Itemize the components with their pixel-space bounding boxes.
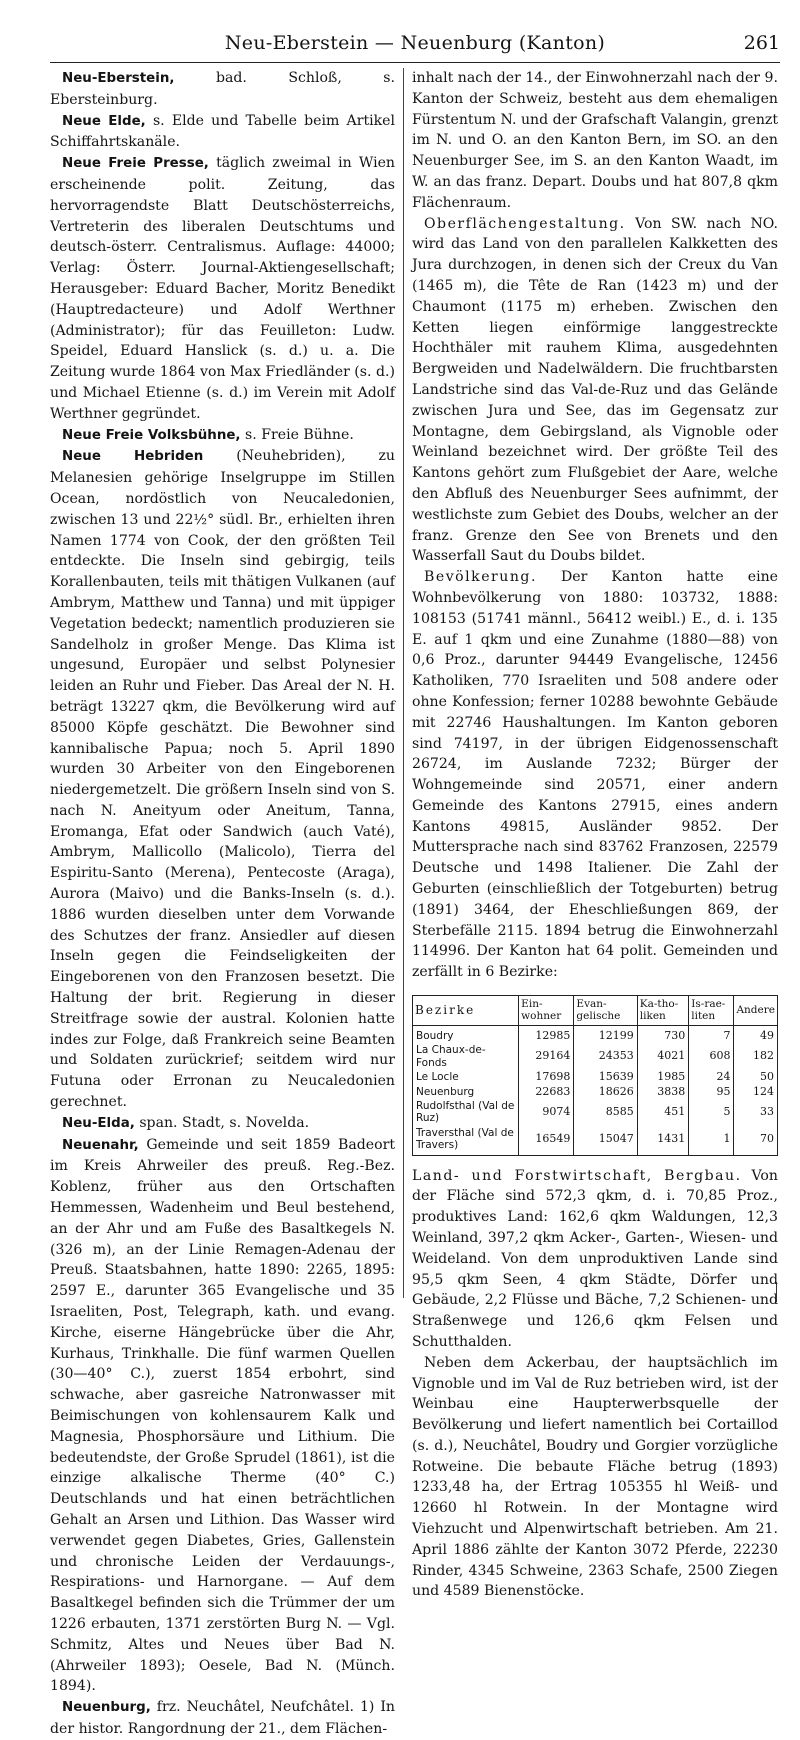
entry (50, 1135, 395, 1698)
table-cell: Traversthal (Val de Travers) (413, 1126, 519, 1155)
entry (50, 446, 395, 1113)
table-header-cell: Is-rae-liten (689, 996, 734, 1026)
table-row (413, 1085, 778, 1099)
running-title: Neu-Eberstein — Neuenburg (Kanton) (224, 32, 606, 54)
entry (50, 425, 395, 447)
table-body (413, 1025, 778, 1155)
entry-headword: Neue Freie Presse, (62, 156, 209, 172)
table-cell: 24353 (574, 1043, 637, 1070)
entry-text: täglich zweimal in Wien erscheinende polit. Zeitung, das hervorragendste Blatt Deutschösterreichs, Vertreterin des liberalen Deutschtums und deutsch-österr. Centralismus. Auflage: 44000; Verlag: Österr. Journal-Aktiengesellschaft; Herausgeber: Eduard Bacher, Moritz Benedikt (Hauptredacteure) und Adolf Werthner (Administrator); für das Feuilleton: Ludw. Speidel, Eduard Hanslick (s. d.) u. a. Die Zeitung wurde 1864 von Max Friedländer (s. d.) und Michael Etienne (s. d.) im Verein mit Adolf Werthner gegründet. (50, 155, 396, 422)
table-cell: 1431 (637, 1126, 689, 1155)
districts-table (412, 995, 778, 1155)
table-cell: 16549 (519, 1126, 574, 1155)
table-cell: 124 (734, 1085, 778, 1099)
table-cell: 9074 (519, 1099, 574, 1126)
table-cell: Boudry (413, 1025, 519, 1043)
table-header-cell: Ka-tho-liken (637, 996, 689, 1026)
right-column-continued (412, 1166, 778, 1603)
table-cell: 7 (689, 1025, 734, 1043)
section-heading: Bevölkerung. (424, 569, 537, 586)
page-number: 261 (743, 32, 780, 54)
running-header (50, 32, 780, 58)
table-header-cell: Bezirke (413, 996, 519, 1026)
entry (50, 68, 395, 111)
table-header-cell: Ein-wohner (519, 996, 574, 1026)
entry-text: s. Elde und Tabelle beim Artikel Schiffahrtskanäle. (50, 112, 396, 151)
table-cell: 12199 (574, 1025, 637, 1043)
table-cell: 15639 (574, 1070, 637, 1084)
paragraph (412, 68, 778, 214)
table-row (413, 1126, 778, 1155)
entry-headword: Neue Elde, (62, 113, 146, 129)
table-header-row (413, 996, 778, 1026)
table-cell: 15047 (574, 1126, 637, 1155)
entry-text: Der Kanton hatte eine Wohnbevölkerung von 1880: 103732, 1888: 108153 (51741 männl., 56412 weibl.) E., d. i. 135 E. auf 1 qkm und eine Zunahme (1880—88) von 0,6 Proz., darunter 94449 Evangelische, 12456 Katholiken, 770 Israeliten und 508 andere oder ohne Konfession; ferner 10288 bewohnte Gebäude mit 22746 Haushaltungen. Im Kanton geboren sind 74197, in der übrigen Eidgenossenschaft 26724, im Auslande 7232; Bürger der Wohngemeinde sind 20571, einer andern Gemeinde des Kantons 27915, eines andern Kantons 49815, Ausländer 9852. Der Muttersprache nach sind 83762 Franzosen, 22579 Deutsche und 1498 Italiener. Die Zahl der Geburten (einschließlich der Totgeburten) betrug (1891) 3464, der Eheschließungen 869, der Sterbefälle 2115. 1894 betrug die Einwohnerzahl 114996. Der Kanton hat 64 polit. Gemeinden und zerfällt in 6 Bezirke: (412, 569, 779, 981)
table-cell: 451 (637, 1099, 689, 1126)
entry-headword: Neue Freie Volksbühne, (62, 427, 241, 443)
entry-text: Neben dem Ackerbau, der hauptsächlich im Vignoble und im Val de Ruz betrieben wird, ist der Weinbau eine Haupterwerbsquelle der Bevölkerung und liefert namentlich bei Cortaillod (s. d.), Neuchâtel, Boudry und Gorgier vorzügliche Rotweine. Die bebaute Fläche betrug (1893) 1233,48 ha, der Ertrag 105355 hl Weiß- und 12660 hl Rotwein. In der Montagne wird Viehzucht und Alpenwirtschaft betrieben. Am 21. April 1886 zählte der Kanton 3072 Pferde, 22230 Rinder, 4345 Schweine, 2363 Schafe, 2500 Ziegen und 4589 Bienenstöcke. (412, 1354, 778, 1600)
entry-text: frz. Neuchâtel, Neufchâtel. 1) In der histor. Rangordnung der 21., dem Flächen- (50, 1699, 395, 1737)
entry-headword: Neuenahr, (62, 1137, 139, 1153)
table-cell: 22683 (519, 1085, 574, 1099)
entry-text: span. Stadt, s. Novelda. (139, 1114, 310, 1131)
left-column (50, 68, 395, 1740)
table-cell: 95 (689, 1085, 734, 1099)
entry-text: inhalt nach der 14., der Einwohnerzahl nach der 9. Kanton der Schweiz, besteht aus dem ehemaligen Fürstentum N. und der Grafschaft Valangin, grenzt im N. und O. an den Kanton Bern, im SO. an den Neuenburger See, im S. an den Kanton Waadt, im W. an das franz. Depart. Doubs und hat 807,8 qkm Flächenraum. (412, 70, 778, 211)
table-cell: 12985 (519, 1025, 574, 1043)
table-cell: 608 (689, 1043, 734, 1070)
paragraph (412, 567, 778, 983)
entry-headword: Neuenburg, (62, 1700, 151, 1716)
table-cell: 50 (734, 1070, 778, 1084)
table-cell: 1985 (637, 1070, 689, 1084)
table-header-cell: Andere (734, 996, 778, 1026)
table-cell: 1 (689, 1126, 734, 1155)
table-cell: 18626 (574, 1085, 637, 1099)
table-cell: 17698 (519, 1070, 574, 1084)
entry (50, 1113, 395, 1135)
paragraph (412, 1353, 778, 1603)
table-cell: 8585 (574, 1099, 637, 1126)
table-cell: 4021 (637, 1043, 689, 1070)
table-cell: 182 (734, 1043, 778, 1070)
edge-mark (776, 1282, 777, 1302)
table-row (413, 1070, 778, 1084)
table-cell: 24 (689, 1070, 734, 1084)
table-row (413, 1025, 778, 1043)
entry-headword: Neu-Elda, (62, 1115, 135, 1131)
table-cell: 49 (734, 1025, 778, 1043)
entry (50, 111, 395, 154)
table-cell: Neuenburg (413, 1085, 519, 1099)
table-header-cell: Evan-gelische (574, 996, 637, 1026)
table-cell: 5 (689, 1099, 734, 1126)
table-row (413, 1043, 778, 1070)
table-cell: 33 (734, 1099, 778, 1126)
right-column-intro (412, 68, 778, 983)
entry-headword: Neue Hebriden (62, 449, 204, 465)
header-rule (50, 62, 780, 63)
paragraph (412, 214, 778, 568)
column-divider (403, 68, 404, 1298)
section-heading: Land- und Forstwirtschaft, Bergbau. (412, 1167, 742, 1184)
entry-text: s. Freie Bühne. (245, 426, 354, 443)
entry (50, 153, 395, 424)
table-cell: 29164 (519, 1043, 574, 1070)
entry-text: Von der Fläche sind 572,3 qkm, d. i. 70,85 Proz., produktives Land: 162,6 qkm Waldungen, 12,3 Weinland, 397,2 qkm Acker-, Garten-, Wiesen- und Weideland. Von dem unproduktiven Lande sind 95,5 qkm Seen, 4 qkm Städte, Dörfer und Gebäude, 2,2 Flüsse und Bäche, 7,2 Schienen- und Straßenwege und 126,6 qkm Felsen und Schutthalden. (412, 1167, 778, 1350)
table-cell: 3838 (637, 1085, 689, 1099)
table-cell: 70 (734, 1126, 778, 1155)
entry (50, 1697, 395, 1740)
table-cell: Rudolfsthal (Val de Ruz) (413, 1099, 519, 1126)
paragraph (412, 1166, 778, 1353)
entry-text: Gemeinde und seit 1859 Badeort im Kreis Ahrweiler des preuß. Reg.-Bez. Koblenz, früher aus den Ortschaften Hemmessen, Wadenheim und Beul bestehend, an der Ahr und am Fuße des Basaltkegels N. (326 m), an der Linie Remagen-Adenau der Preuß. Staatsbahnen, hatte 1890: 2265, 1895: 2597 E., darunter 365 Evangelische und 35 Israeliten, Post, Telegraph, kath. und evang. Kirche, eiserne Hängebrücke über die Ahr, Kurhaus, Trinkhalle. Die fünf warmen Quellen (30—40° C.), zuerst 1854 erbohrt, sind schwache, aber gasreiche Natronwasser mit Beimischungen von kohlensaurem Kalk und Magnesia, Phosphorsäure und Lithium. Die bedeutendste, der Große Sprudel (1861), ist die einzige alkalische Therme (40° C.) Deutschlands und hat einen beträchtlichen Gehalt an Arsen und Lithion. Das Wasser wird verwendet gegen Diabetes, Gries, Gallenstein und chronische Leiden der Verdauungs-, Respirations- und Harnorgane. — Auf dem Basaltkegel befinden sich die Trümmer der um 1226 erbauten, 1371 zerstörten Burg N. — Vgl. Schmitz, Altes und Neues über Bad N. (Ahrweiler 1893); Oesele, Bad N. (Münch. 1894). (50, 1136, 396, 1695)
section-heading: Oberflächengestaltung. (424, 215, 626, 232)
entry-text: bad. Schloß, s. Ebersteinburg. (50, 70, 395, 108)
entry-headword: Neu-Eberstein, (62, 71, 175, 86)
entry-text: (Neuhebriden), zu Melanesien gehörige Inselgruppe im Stillen Ocean, nordöstlich von Neucaledonien, zwischen 13 und 22½° südl. Br., erhielten ihren Namen 1774 von Cook, der den größten Teil entdeckte. Die Inseln sind gebirgig, teils Korallenbauten, teils mit thätigen Vulkanen (auf Ambrym, Matthew und Tanna) und mit üppiger Vegetation bedeckt; namentlich produzieren sie Sandelholz in großer Menge. Das Klima ist ungesund, Europäer und selbst Polynesier leiden an Ruhr und Fieber. Das Areal der N. H. beträgt 13227 qkm, die Bevölkerung wird auf 85000 Köpfe geschätzt. Die Bewohner sind kannibalische Papua; noch 5. April 1890 wurden 30 Arbeiter von den Eingeborenen niedergemetzelt. Die größern Inseln sind von S. nach N. Aneityum oder Aneitum, Tanna, Eromanga, Efat oder Sandwich (auch Vaté), Ambrym, Mallicollo (Malicolo), Tierra del Espiritu-Santo (Merena), Pentecoste (Araga), Aurora (Maivo) und die Banks-Inseln (s. d.). 1886 wurden dieselben unter dem Vorwande des Schutzes der franz. Ansiedler auf diesen Inseln gegen die Feindseligkeiten der Eingeborenen von den Franzosen besetzt. Die Haltung der brit. Regierung in dieser Streitfrage sowie der austral. Kolonien hatte indes zur Folge, daß Frankreich seine Beamten und Soldaten zurückrief; seitdem wird nur Futuna oder Erronan zu Neucaledonien gerechnet. (50, 448, 395, 1111)
table-cell: 730 (637, 1025, 689, 1043)
table-cell: La Chaux-de-Fonds (413, 1043, 519, 1070)
table-cell: Le Locle (413, 1070, 519, 1084)
right-column (412, 68, 778, 1602)
entry-text: Von SW. nach NO. wird das Land von den parallelen Kalkketten des Jura durchzogen, in denen sich der Creux du Van (1465 m), die Tête de Ran (1423 m) und der Chaumont (1175 m) erheben. Zwischen den Ketten liegen einförmige langgestreckte Hochthäler mit rauhem Klima, ausgedehnten Bergweiden und Nadelwäldern. Die fruchtbarsten Landstriche sind das Val-de-Ruz und das Gelände zwischen Jura und See, das im Gegensatz zur Montagne, dem Gebirgsland, als Vignoble oder Weinland bezeichnet wird. Der größte Teil des Kantons gehört zum Flußgebiet der Aare, welche den Abfluß des Neuenburger Sees aufnimmt, der westlichste zum Gebiet des Doubs, welcher an der franz. Grenze den See von Brenets und den Wasserfall Saut du Doubs bildet. (412, 215, 778, 565)
table-row (413, 1099, 778, 1126)
